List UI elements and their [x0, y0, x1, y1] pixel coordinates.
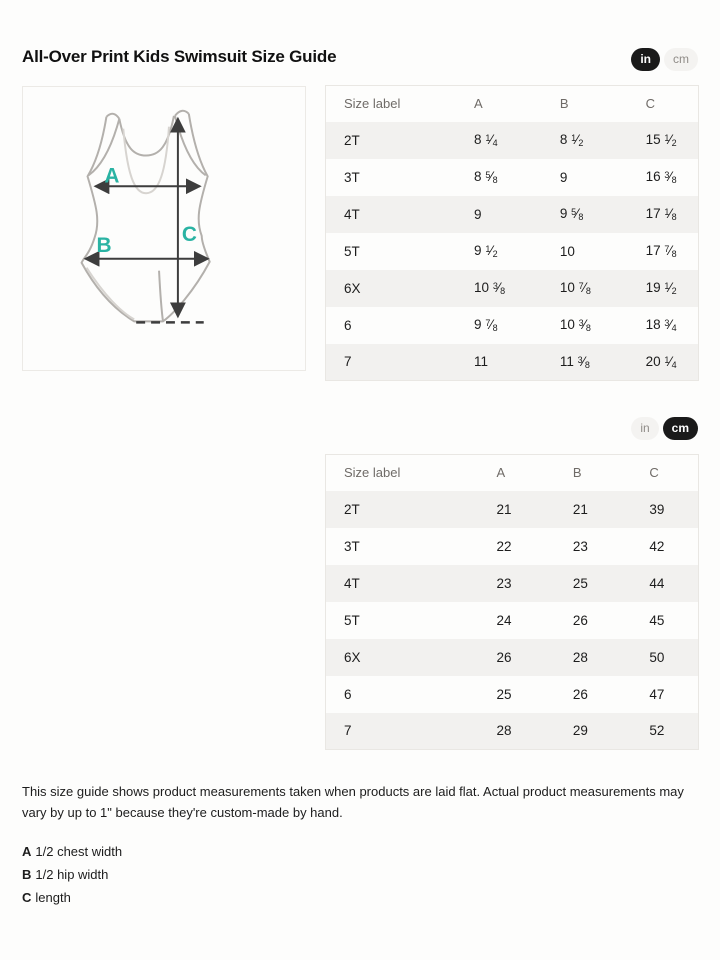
swimsuit-diagram-svg [23, 87, 305, 370]
table-cell: 4T [326, 196, 457, 233]
measurement-legend [22, 845, 122, 914]
size-table-inches [325, 85, 699, 381]
table-cell: 42 [649, 538, 665, 554]
table-row [326, 196, 699, 233]
table-row [326, 307, 699, 344]
unit-pill-in[interactable]: in [631, 48, 660, 71]
diagram-label-a: A [104, 164, 120, 188]
swimsuit-outline [82, 111, 210, 322]
unit-toggle-inches-table [631, 48, 698, 71]
table-cell: 3T [344, 169, 360, 185]
table-cell: 9 [559, 169, 568, 185]
table-cell: 9 $^1⁄_2$ [474, 243, 498, 259]
table-cell: 52 [631, 713, 698, 750]
table-cell: 23 [478, 565, 554, 602]
table-row [326, 122, 699, 159]
column-header: C [645, 96, 655, 112]
column-header: Size label [344, 96, 401, 112]
diagram-label-c: C [181, 222, 197, 246]
table-cell: 5T [344, 243, 360, 259]
table-cell: 9 $^5⁄_8$ [542, 196, 628, 233]
table-cell: 2T [326, 122, 457, 159]
table-cell: 17 $^1⁄_8$ [628, 196, 699, 233]
table-cell: 25 [496, 686, 512, 702]
table-cell: 21 [555, 491, 631, 528]
table-row [326, 565, 699, 602]
size-table-cm [325, 454, 699, 750]
size-guide-footnote: This size guide shows product measurements taken when products are laid flat. Actual product measurements may vary by up to 1" because they're custom-made by hand. [22, 784, 684, 820]
table-cell: 20 $^1⁄_4$ [628, 344, 699, 381]
table-cell: 3T [344, 538, 360, 554]
table-cell: 39 [631, 491, 698, 528]
table-cell: 28 [478, 713, 554, 750]
table-cell: 2T [326, 491, 479, 528]
table-cell: 45 [649, 612, 665, 628]
table-row [326, 159, 699, 196]
table-cell: 6 [344, 317, 352, 333]
table-cell: 19 $^1⁄_2$ [628, 270, 699, 307]
table-cell: 10 $^3⁄_8$ [456, 270, 542, 307]
table-cell: 16 $^3⁄_8$ [645, 169, 677, 185]
table-cell: 17 $^7⁄_8$ [645, 243, 677, 259]
page-title: All-Over Print Kids Swimsuit Size Guide [22, 47, 337, 66]
legend-key-a: A [22, 844, 32, 859]
header-row [326, 86, 699, 122]
unit-pill-cm[interactable]: cm [664, 48, 698, 71]
table-cell: 6 [344, 686, 352, 702]
table-cell: 24 [496, 612, 512, 628]
table-cell: 29 [555, 713, 631, 750]
header-row [326, 455, 699, 491]
table-cell: 9 $^7⁄_8$ [474, 317, 498, 333]
column-header: A [474, 96, 483, 112]
table-cell: 11 [456, 344, 542, 381]
column-header: B [559, 96, 569, 112]
diagram-label-b: B [96, 233, 112, 257]
table-cell: 28 [555, 639, 631, 676]
table-cell: 26 [572, 612, 588, 628]
legend-key-b: B [22, 867, 32, 882]
table-cell: 5T [344, 612, 360, 628]
table-cell: 25 [555, 565, 631, 602]
table-cell: 50 [631, 639, 698, 676]
legend-row-a [22, 845, 122, 858]
legend-row-b [22, 868, 122, 881]
table-cell: 26 [478, 639, 554, 676]
legend-text-b: 1/2 hip width [35, 867, 109, 882]
table-row [326, 602, 699, 639]
table-cell: 4T [326, 565, 479, 602]
legend-key-c: C [22, 890, 32, 905]
legend-row-c [22, 891, 122, 904]
table-cell: 11 $^3⁄_8$ [542, 344, 628, 381]
table-cell: 18 $^3⁄_4$ [645, 317, 677, 333]
swimsuit-measurement-diagram [22, 86, 306, 371]
column-header: B [572, 465, 582, 481]
table-cell: 6X [326, 270, 457, 307]
legend-text-a: 1/2 chest width [35, 844, 123, 859]
table-cell: 9 [456, 196, 542, 233]
unit-pill-cm[interactable]: cm [663, 417, 698, 440]
table-cell: 15 $^1⁄_2$ [628, 122, 699, 159]
column-header: A [496, 465, 506, 481]
unit-pill-in[interactable]: in [631, 417, 658, 440]
table-row [326, 344, 699, 381]
table-cell: 47 [649, 686, 665, 702]
table-cell: 21 [478, 491, 554, 528]
table-row [326, 639, 699, 676]
table-cell: 22 [496, 538, 512, 554]
table-row [326, 528, 699, 565]
table-row [326, 713, 699, 750]
column-header: Size label [344, 465, 401, 481]
table-row [326, 233, 699, 270]
table-cell: 10 [559, 243, 575, 259]
table-cell: 23 [572, 538, 588, 554]
table-row [326, 676, 699, 713]
unit-toggle-cm-table [631, 417, 698, 440]
table-cell: 8 $^5⁄_8$ [474, 169, 498, 185]
column-header: C [649, 465, 659, 481]
table-row [326, 270, 699, 307]
table-cell: 6X [326, 639, 479, 676]
legend-text-c: length [35, 890, 71, 905]
table-cell: 8 $^1⁄_4$ [456, 122, 542, 159]
table-cell: 7 [326, 713, 479, 750]
table-cell: 7 [326, 344, 457, 381]
table-row [326, 491, 699, 528]
table-cell: 44 [631, 565, 698, 602]
table-cell: 10 $^3⁄_8$ [559, 317, 591, 333]
table-cell: 26 [572, 686, 588, 702]
table-cell: 8 $^1⁄_2$ [542, 122, 628, 159]
table-cell: 10 $^7⁄_8$ [542, 270, 628, 307]
